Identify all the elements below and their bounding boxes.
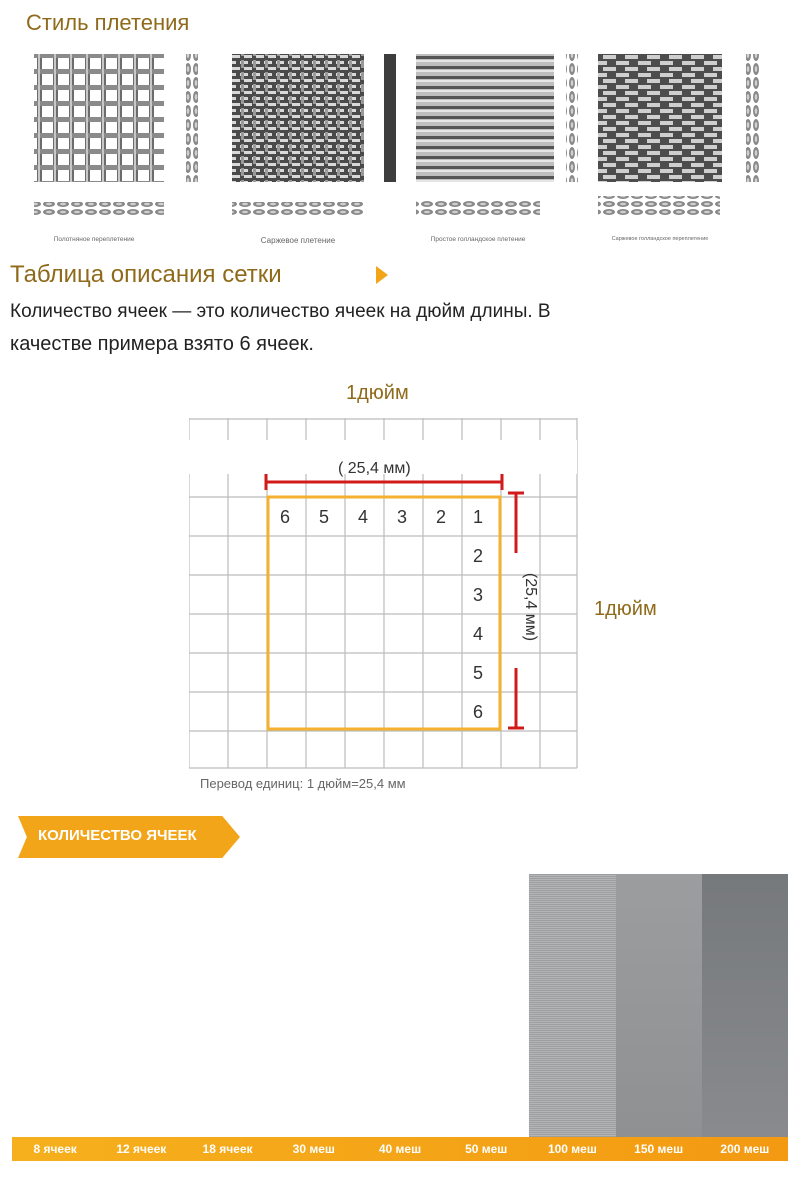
grid-number-top: 1 <box>472 507 483 527</box>
dutch-weave-swatch <box>416 54 554 182</box>
plain-weave-side <box>186 54 198 182</box>
mesh-swatch-8 <box>12 874 98 1161</box>
weave-caption-twill: Саржевое плетение <box>260 236 336 245</box>
mesh-swatch-50 <box>443 874 529 1161</box>
mesh-description-line1: Количество ячеек — это количество ячеек на дюйм длины. В <box>10 301 551 322</box>
grid-number-top: 6 <box>279 507 290 527</box>
mesh-label: 200 меш <box>720 1142 770 1156</box>
grid-number-top: 4 <box>357 507 368 527</box>
mesh-count-badge-label: КОЛИЧЕСТВО ЯЧЕЕК <box>38 827 197 844</box>
mesh-label: 150 меш <box>634 1142 684 1156</box>
mesh-swatch-strip <box>12 874 788 1161</box>
mesh-swatch-30 <box>271 874 357 1161</box>
play-arrow-icon <box>374 264 390 286</box>
mm-label-horizontal: ( 25,4 мм) <box>338 460 411 477</box>
weave-style-title: Стиль плетения <box>26 10 190 35</box>
inch-label-top: 1дюйм <box>346 382 409 404</box>
mesh-swatch-40 <box>357 874 443 1161</box>
weave-illustrations <box>0 48 800 223</box>
twill-weave-profile <box>232 202 364 216</box>
grid-number-top: 2 <box>435 507 446 527</box>
mesh-swatch-12 <box>98 874 184 1161</box>
grid-number-side: 3 <box>472 585 483 605</box>
grid-number-side: 2 <box>472 546 483 566</box>
mesh-label: 12 ячеек <box>116 1142 167 1156</box>
grid-number-side: 6 <box>472 702 483 722</box>
inch-label-side: 1дюйм <box>594 598 657 620</box>
mesh-label: 40 меш <box>378 1142 422 1156</box>
weave-caption-dutch: Простое голландское плетение <box>430 236 526 243</box>
mesh-swatch-150 <box>616 874 702 1161</box>
mesh-label: 18 ячеек <box>202 1142 253 1156</box>
mesh-label: 100 меш <box>547 1142 597 1156</box>
twill-dutch-side <box>746 54 760 182</box>
unit-conversion-note: Перевод единиц: 1 дюйм=25,4 мм <box>200 776 406 791</box>
mesh-swatch-18 <box>184 874 270 1161</box>
twill-weave-side <box>384 54 396 182</box>
plain-weave-swatch <box>34 54 164 182</box>
dutch-weave-side <box>566 54 578 182</box>
grid-number-side: 5 <box>472 663 483 683</box>
mesh-swatch-100 <box>529 874 615 1161</box>
plain-weave-profile <box>34 202 164 216</box>
mm-label-vertical: (25,4 мм) <box>522 572 539 642</box>
twill-dutch-profile <box>598 196 720 216</box>
grid-number-side: 4 <box>472 624 483 644</box>
dutch-weave-profile <box>416 200 540 216</box>
mesh-label: 8 ячеек <box>33 1142 77 1156</box>
mesh-swatch-200 <box>702 874 788 1161</box>
mesh-table-title: Таблица описания сетки <box>10 261 282 288</box>
twill-dutch-swatch <box>598 54 722 182</box>
mesh-description-line2: качестве примера взято 6 ячеек. <box>10 333 314 355</box>
weave-caption-plain: Полотняное переплетение <box>53 236 135 243</box>
grid-number-top: 3 <box>396 507 407 527</box>
weave-caption-twill-dutch: Саржевое голландское переплетение <box>611 236 709 242</box>
mesh-label-bar <box>12 1137 788 1161</box>
mesh-label: 30 меш <box>292 1142 335 1156</box>
mesh-label: 50 меш <box>465 1142 508 1156</box>
twill-weave-swatch <box>232 54 364 182</box>
grid-number-top: 5 <box>318 507 329 527</box>
